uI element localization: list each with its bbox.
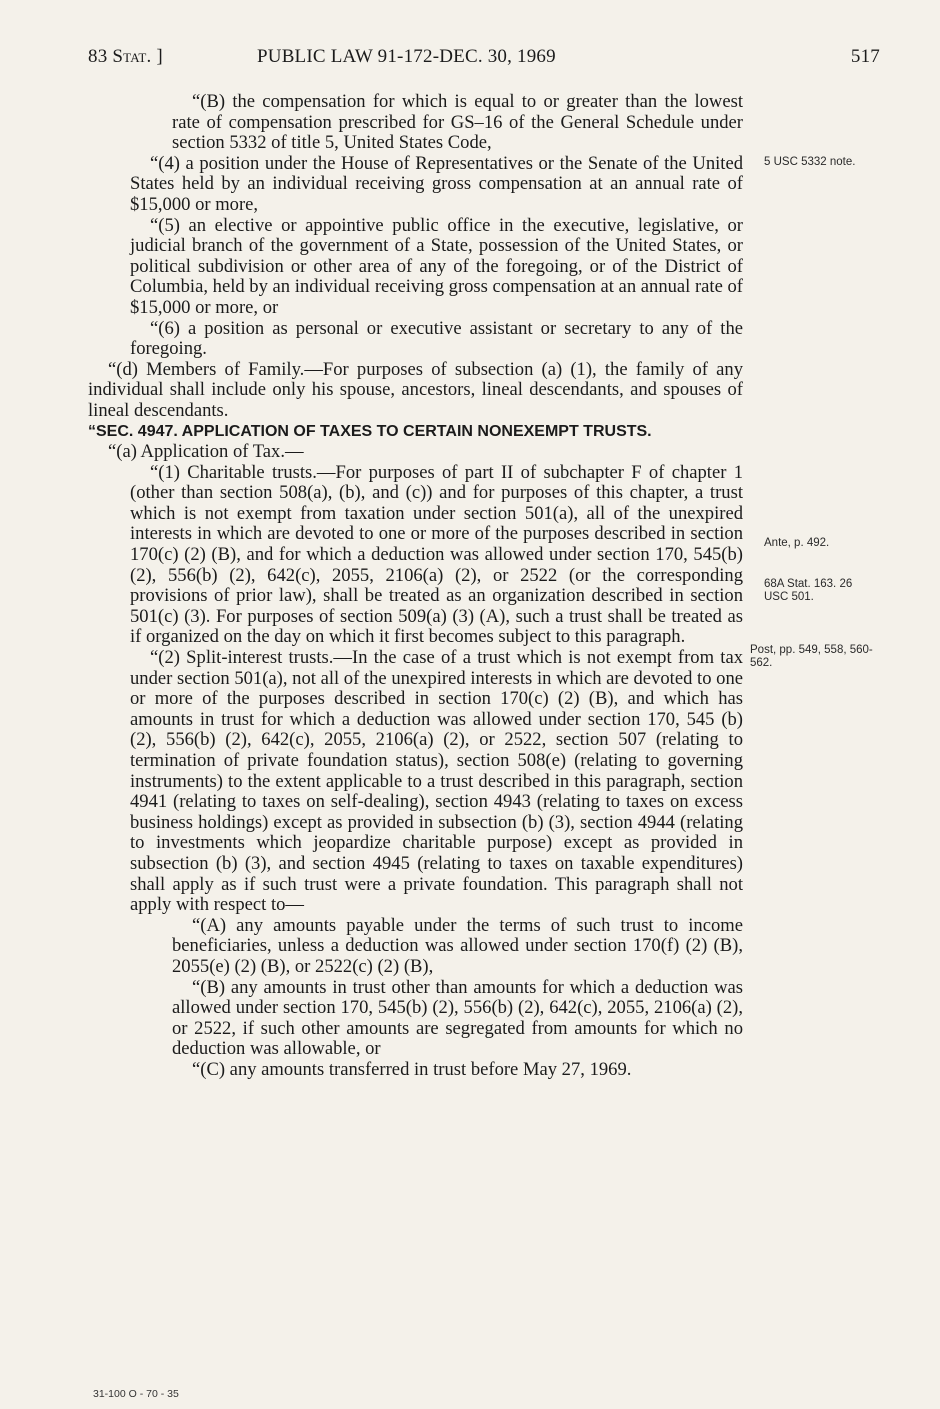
page-number: 517 [850,46,880,67]
printer-footer-code: 31-100 O - 70 - 35 [93,1388,179,1400]
subsection-d-members-of-family: “(d) Members of Family.—For purposes of subsection (a) (1), the family of any individual shall include only his spouse, ancestors, lineal descendants, and spouses of lineal descendants. [88,358,743,421]
clause-4: “(4) a position under the House of Representatives or the Senate of the United States held by an individual receiving gross compensation at an annual rate of $15,000 or more, [130,152,743,215]
subsection-a-application-of-tax: “(a) Application of Tax.— [108,441,304,463]
subparagraph-b: “(B) any amounts in trust other than amounts for which a deduction was allowed under section 170, 545(b) (2), 556(b) (2), 642(c), 2055, 2106(a) (2), or 2522, if such other amounts are segregated from amounts for which no deduction was allowable, or [172,976,743,1060]
subparagraph-c: “(C) any amounts transferred in trust before May 27, 1969. [192,1058,632,1080]
section-heading-4947: “SEC. 4947. APPLICATION OF TAXES TO CERTAIN NONEXEMPT TRUSTS. [88,422,652,440]
page-body [88,92,743,1081]
subparagraph-a: “(A) any amounts payable under the terms of such trust to income beneficiaries, unless a deduction was allowed under section 170(f) (2) (B), 2055(e) (2) (B), or 2522(c) (2) (B), [172,914,743,977]
paragraph-2-split-interest-trusts: “(2) Split-interest trusts.—In the case of a trust which is not exempt from tax under section 501(a), not all of the unexpired interests in which are devoted to one or more of the purposes described in section 170(c) (2) (B), and which has amounts in trust for which a deduction was allowed under section 170, 545 (b) (2), 556(b) (2), 642(c), 2055, 2106(a) (2), or 2522, section 507 (relating to termination of private foundation status), section 508(e) (relating to governing instruments) to the extent applicable to a trust described in this paragraph, section 4941 (relating to taxes on self-dealing), section 4943 (relating to taxes on excess business holdings) except as provided in subsection (b) (3), section 4944 (relating to investments which jeopardize charitable purpose) except as provided in subsection (b) (3), and section 4945 (relating to taxes on taxable expenditures) shall apply as if such trust were a private foundation. This paragraph shall not apply with respect to— [130,647,743,916]
clause-5: “(5) an elective or appointive public office in the executive, legislative, or judicial branch of the government of a State, possession of the United States, or political subdivision or other area of any of the foregoing, or of the District of Columbia, held by an individual receiving gross compensation at an annual rate of $15,000 or more, or [130,214,743,318]
clause-6: “(6) a position as personal or executive assistant or secretary to any of the foregoing. [130,317,743,360]
margin-note-5-usc-5332: 5 USC 5332 note. [764,156,856,168]
clause-3-b: “(B) the compensation for which is equal to or greater than the lowest rate of compensation prescribed for GS–16 of the General Schedule under section 5332 of title 5, United States Code, [172,91,743,154]
margin-note-post-pp-549: Post, pp. 549, 558, 560-562. [750,644,873,669]
running-head-title: PUBLIC LAW 91-172-DEC. 30, 1969 [257,46,556,67]
margin-note-ante-p-492: Ante, p. 492. [764,537,830,549]
running-head-statute: 83 Stat. ] [88,46,163,67]
paragraph-1-charitable-trusts: “(1) Charitable trusts.—For purposes of part II of subchapter F of chapter 1 (other than section 508(a), (b), and (c)) and for purposes of this chapter, a trust which is not exempt from taxation under section 501(a), all of the unexpired interests in which are devoted to one or more of the purposes described in section 170(c) (2) (B), and for which a deduction was allowed under section 170, 545(b) (2), 556(b) (2), 642(c), 2055, 2106(a) (2), or 2522 (or the corresponding provisions of prior law), shall be treated as an organization described in section 501(c) (3). For purposes of section 509(a) (3) (A), such a trust shall be treated as if organized on the day on which it first becomes subject to this paragraph. [130,461,743,648]
margin-note-68a-stat-163: 68A Stat. 163. 26 USC 501. [764,578,853,603]
